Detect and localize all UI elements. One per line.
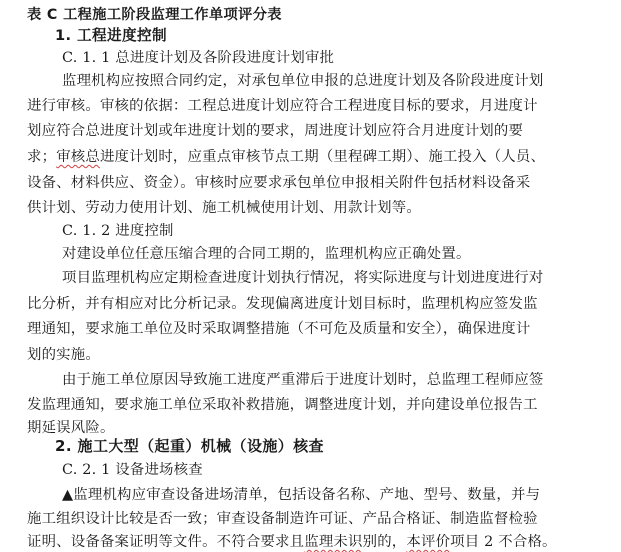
paragraph-line: 供计划、劳动力使用计划、施工机械使用计划、用款计划等。 [27, 200, 421, 216]
paragraph-line: 监理机构应按照合同约定，对承包单位申报的总进度计划及各阶段进度计划 [62, 73, 544, 89]
paragraph-line: 对建设单位任意压缩合理的合同工期的，监理机构应正确处置。 [62, 246, 471, 262]
paragraph-line [27, 147, 545, 167]
spellcheck-flagged-text: 监理未识 [304, 534, 363, 550]
spellcheck-flagged-text: 审核总 [56, 149, 100, 165]
subsection-heading-c11: C. 1. 1 总进度计划及各阶段进度计划审批 [62, 50, 335, 66]
paragraph-line [27, 532, 557, 552]
paragraph-line: 施工组织设计比较是否一致；审查设备制造许可证、产品合格证、制造监督检验 [27, 511, 538, 527]
text-segment: 项目 2 不合格。 [450, 534, 557, 550]
section-heading-progress-control: 1. 工程进度控制 [55, 27, 167, 44]
paragraph-line: ▲监理机构应审查设备进场清单，包括设备名称、产地、型号、数量，并与 [62, 487, 541, 503]
text-segment: 别的， [362, 534, 407, 550]
paragraph-line: 发监理通知，要求施工单位采取补救措施，调整进度计划，并向建设单位报告工 [27, 397, 538, 413]
paragraph-line: 比分析，并有相应对比分析记录。发现偏离进度计划目标时，监理机构应签发监 [27, 296, 538, 312]
text-segment: 进度计划时，应重点审核节点工期（里程碑工期）、施工投入（人员、 [99, 149, 546, 165]
paragraph-line: 由于施工单位原因导致施工进度严重滞后于进度计划时，总监理工程师应签 [62, 372, 544, 388]
paragraph-line: 划的实施。 [27, 347, 100, 363]
subsection-heading-c21: C. 2. 1 设备进场核查 [62, 462, 203, 478]
subsection-heading-c12: C. 1. 2 进度控制 [62, 223, 174, 239]
paragraph-line: 项目监理机构应定期检查进度计划执行情况，将实际进度与计划进度进行对 [62, 270, 544, 286]
spellcheck-flagged-text: 本评价 [406, 534, 451, 550]
section-heading-machinery-check: 2. 施工大型（起重）机械（设施）核查 [55, 437, 324, 455]
text-segment: 求； [27, 149, 57, 165]
paragraph-line: 划应符合总进度计划或年进度计划的要求，周进度计划应符合月进度计划的要 [27, 123, 524, 139]
paragraph-line: 进行审核。审核的依据：工程总进度计划应符合工程进度目标的要求，月进度计 [27, 98, 538, 114]
paragraph-line: 理通知，要求施工单位及时采取调整措施（不可危及质量和安全），确保进度计 [27, 321, 531, 337]
table-title: 表 C 工程施工阶段监理工作单项评分表 [27, 7, 282, 23]
text-segment: 证明、设备备案证明等文件。不符合要求且 [27, 534, 305, 550]
paragraph-line: 期延误风险。 [27, 420, 115, 436]
paragraph-line: 设备、材料供应、资金）。审核时应要求承包单位申报相关附件包括材料设备采 [27, 175, 531, 191]
